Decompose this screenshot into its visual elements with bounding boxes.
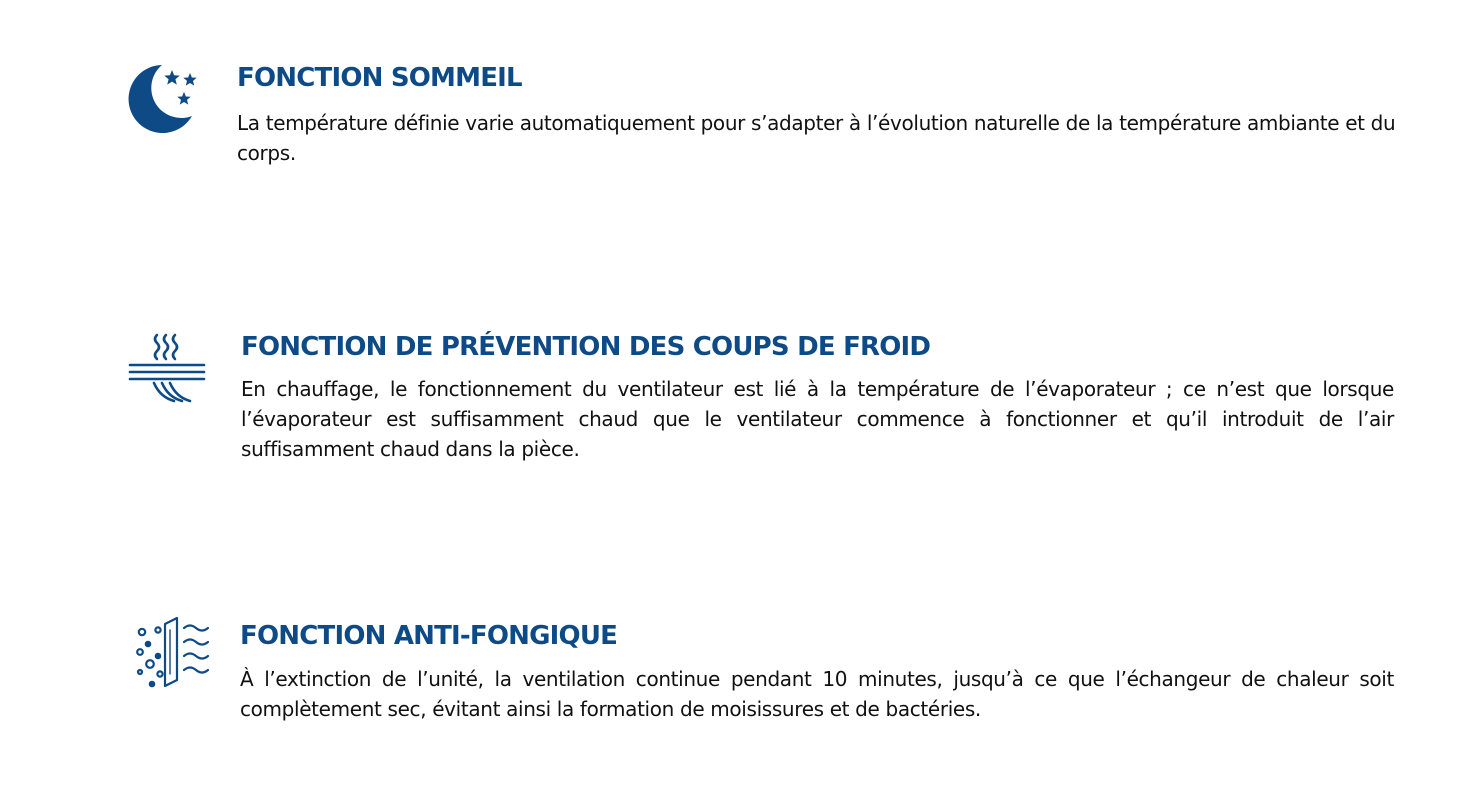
anti-fungal-icon xyxy=(134,616,214,690)
feature-cold-draft-prevention xyxy=(0,300,1477,500)
feature-description: À l’extinction de l’unité, la ventilation continue pendant 10 minutes, jusqu’à ce que l’échangeur de chaleur soit complètement sec, évitant ainsi la formation de moisissures et de bactéries. xyxy=(240,667,1394,721)
feature-title: FONCTION ANTI-FONGIQUE xyxy=(240,621,618,651)
moon-stars-icon xyxy=(126,62,202,134)
feature-description: La température définie varie automatiquement pour s’adapter à l’évolution naturelle de la température ambiante et du corps. xyxy=(237,111,1396,165)
feature-anti-fungal xyxy=(0,590,1477,790)
cold-draft-prevention-icon xyxy=(128,332,206,406)
feature-description: En chauffage, le fonctionnement du ventilateur est lié à la température de l’évaporateur ; ce n’est que lorsque l’évaporateur est suffisamment chaud que le ventilateur commence à fonctionner et qu’il introduit de l’air suffisamment chaud dans la pièce. xyxy=(241,377,1394,461)
feature-sleep xyxy=(0,0,1477,200)
feature-title: FONCTION DE PRÉVENTION DES COUPS DE FROID xyxy=(241,332,931,362)
feature-title: FONCTION SOMMEIL xyxy=(237,63,522,93)
